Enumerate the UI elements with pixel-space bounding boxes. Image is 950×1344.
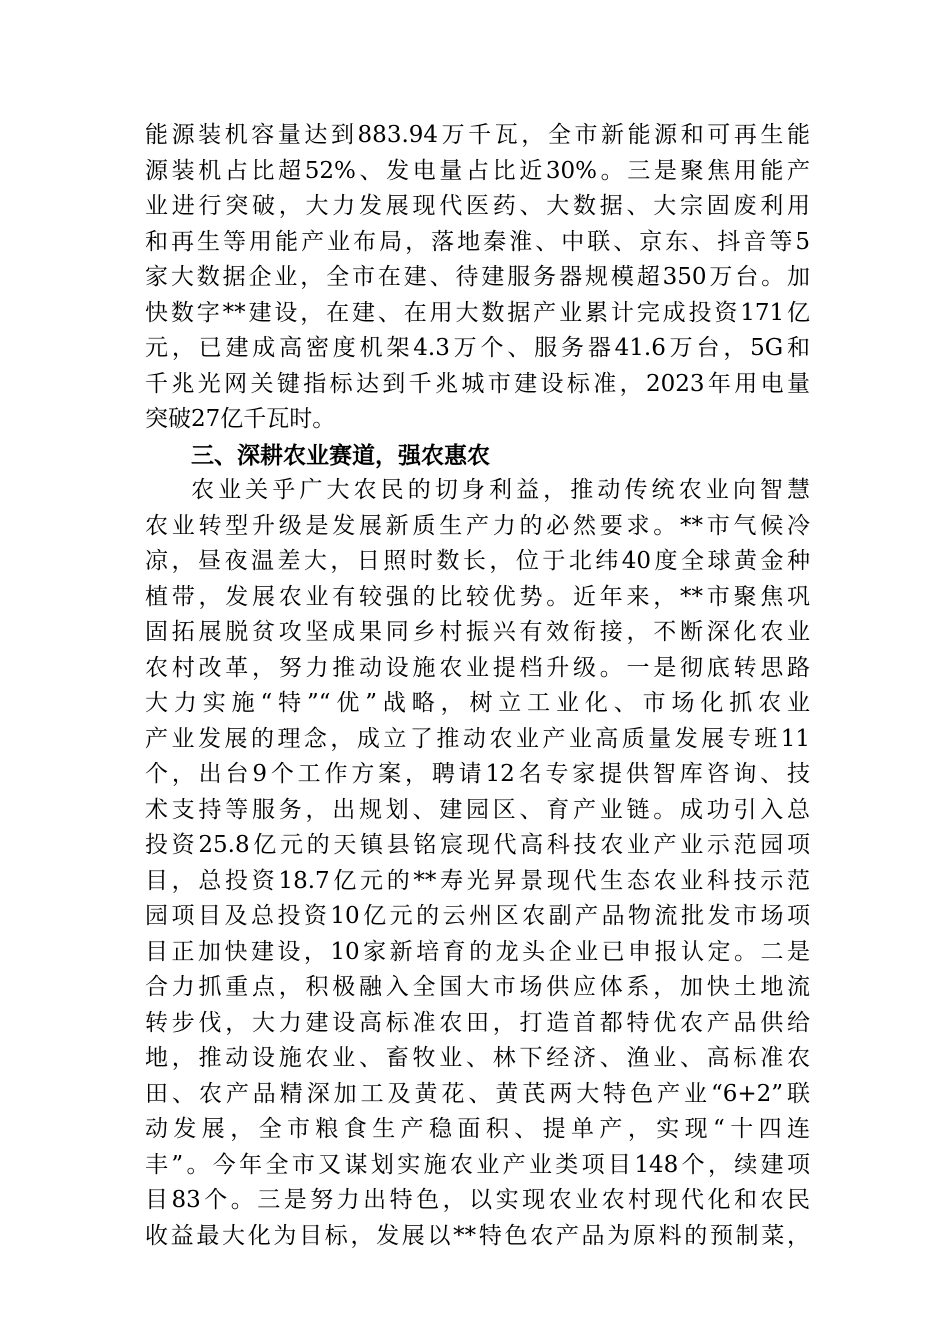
text-line: 凉，昼夜温差大，日照时数长，位于北纬40度全球黄金种: [145, 548, 810, 574]
text-line: 转步伐，大力建设高标准农田，打造首都特优农产品供给: [145, 1009, 810, 1036]
text-line: 固拓展脱贫攻坚成果同乡村振兴有效衔接，不断深化农业: [145, 619, 810, 645]
paragraph-agriculture: [145, 473, 810, 1254]
text-line: 大力实施“特”“优”战略，树立工业化、市场化抓农业: [145, 690, 810, 716]
text-line: 源装机占比超52%、发电量占比近30%。三是聚焦用能产: [145, 157, 810, 184]
text-line: 丰”。今年全市又谋划实施农业产业类项目148个，续建项: [145, 1151, 810, 1178]
text-line: 个，出台9个工作方案，聘请12名专家提供智库咨询、技: [145, 761, 810, 787]
text-line: 术支持等服务，出规划、建园区、育产业链。成功引入总: [145, 796, 810, 823]
text-line: 农业转型升级是发展新质生产力的必然要求。**市气候冷: [145, 512, 810, 539]
text-line: 收益最大化为目标，发展以**特色农产品为原料的预制菜，: [145, 1222, 810, 1249]
paragraph-energy: [145, 118, 810, 438]
text-line: 动发展，全市粮食生产稳面积、提单产，实现“十四连: [145, 1116, 810, 1142]
text-line: 园项目及总投资10亿元的云州区农副产品物流批发市场项: [145, 903, 810, 929]
text-line: 合力抓重点，积极融入全国大市场供应体系，加快土地流: [145, 974, 810, 1000]
text-line: 元，已建成高密度机架4.3万个、服务器41.6万台，5G和: [145, 335, 810, 361]
text-line: 农业关乎广大农民的切身利益，推动传统农业向智慧: [191, 477, 810, 503]
text-line: 目83个。三是努力出特色，以实现农业农村现代化和农民: [145, 1187, 810, 1213]
text-line: 植带，发展农业有较强的比较优势。近年来，**市聚焦巩: [145, 583, 810, 610]
text-line: 地，推动设施农业、畜牧业、林下经济、渔业、高标准农: [145, 1045, 810, 1071]
text-line: 快数字**建设，在建、在用大数据产业累计完成投资171亿: [145, 299, 810, 326]
text-line: 业进行突破，大力发展现代医药、大数据、大宗固废利用: [145, 193, 810, 219]
text-line: 千兆光网关键指标达到千兆城市建设标准，2023年用电量: [145, 370, 810, 397]
text-line: 产业发展的理念，成立了推动农业产业高质量发展专班11: [145, 725, 810, 752]
text-line: 目，总投资18.7亿元的**寿光昇景现代生态农业科技示范: [145, 867, 810, 894]
text-line: 投资25.8亿元的天镇县铭宸现代高科技农业产业示范园项: [145, 832, 810, 858]
text-line: 田、农产品精深加工及黄花、黄芪两大特色产业“6+2”联: [145, 1080, 810, 1107]
text-line: 突破27亿千瓦时。: [145, 406, 336, 432]
text-line: 目正加快建设，10家新培育的龙头企业已申报认定。二是: [145, 938, 810, 965]
section-heading: 三、深耕农业赛道，强农惠农: [191, 441, 490, 469]
text-line: 农村改革，努力推动设施农业提档升级。一是彻底转思路: [145, 654, 810, 681]
text-line: 能源装机容量达到883.94万千瓦，全市新能源和可再生能: [145, 122, 810, 148]
document-body: [145, 118, 810, 1254]
text-line: 和再生等用能产业布局，落地秦淮、中联、京东、抖音等5: [145, 228, 810, 255]
text-line: 家大数据企业，全市在建、待建服务器规模超350万台。加: [145, 264, 810, 290]
